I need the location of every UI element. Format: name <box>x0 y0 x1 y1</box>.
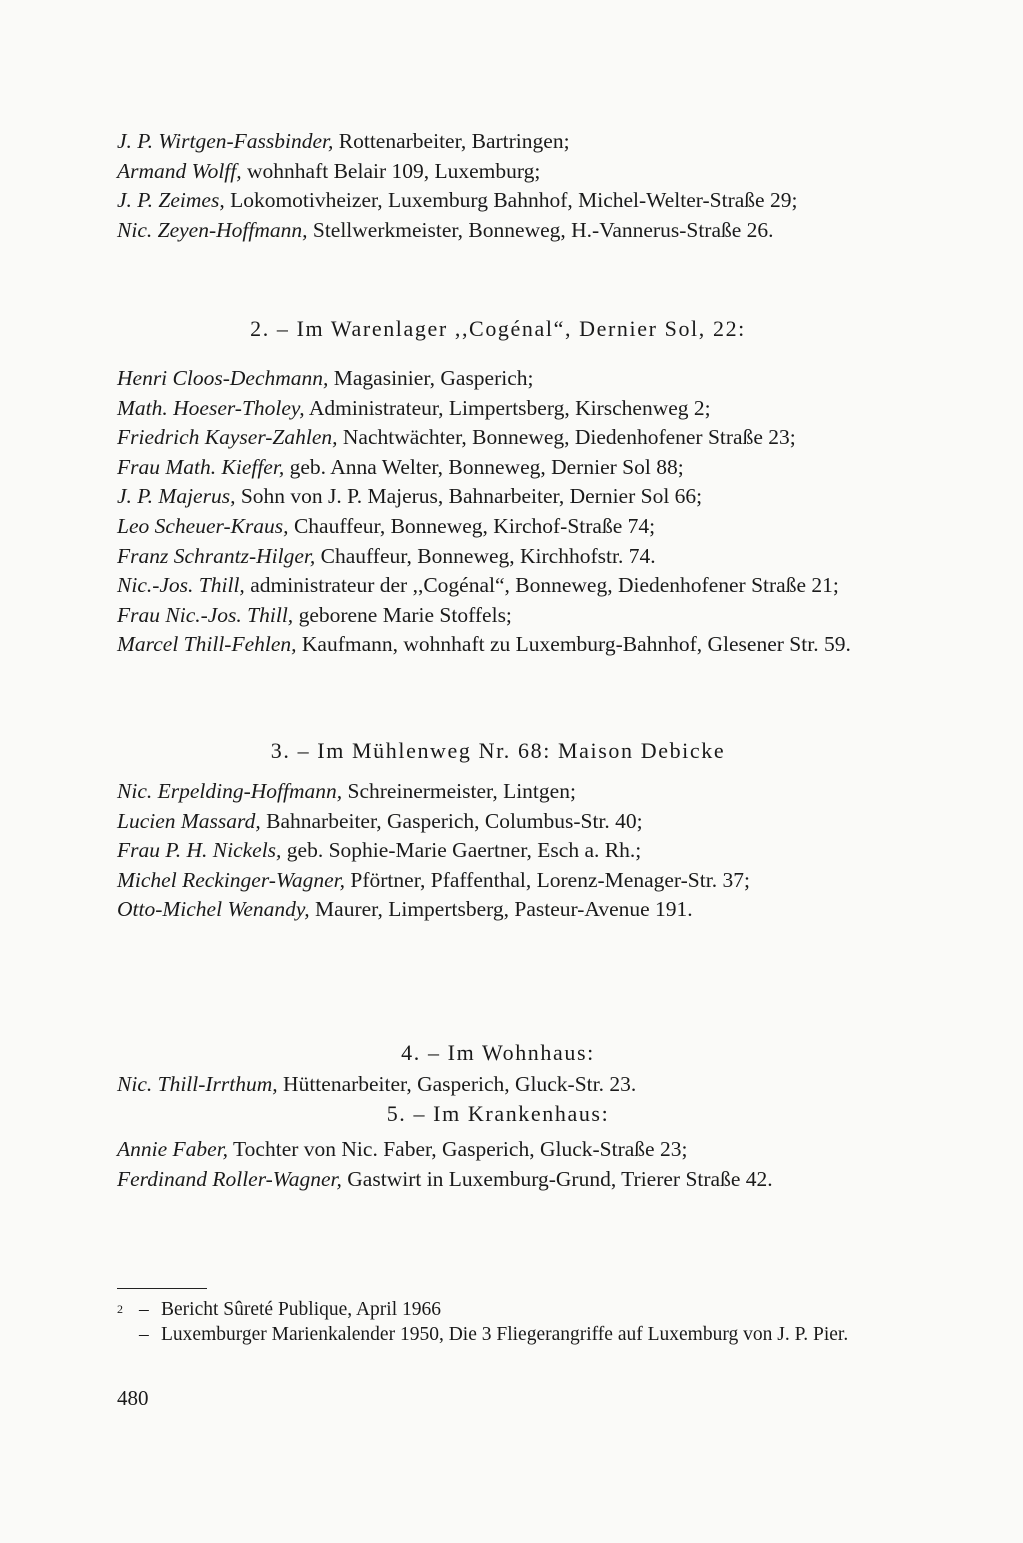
list-item <box>117 601 879 631</box>
person-name: Franz Schrantz-Hilger, <box>117 543 316 568</box>
footnote-item: Bericht Sûreté Publique, April 1966 <box>161 1299 442 1320</box>
entry-details: Bahnarbeiter, Gasperich, Columbus-Str. 40; <box>260 808 643 833</box>
section-5-list <box>117 1135 879 1194</box>
list-item <box>117 186 879 216</box>
entry-details: Kaufmann, wohnhaft zu Luxemburg-Bahnhof, Glesener Str. 59. <box>296 632 851 657</box>
person-name: Marcel Thill-Fehlen, <box>117 632 297 657</box>
list-item <box>117 423 879 453</box>
list-item <box>117 512 879 542</box>
person-name: Nic. Erpelding-Hoffmann, <box>117 779 343 803</box>
list-item <box>117 866 879 896</box>
list-item <box>117 630 879 660</box>
person-name: Annie Faber, <box>117 1137 229 1161</box>
page-number: 480 <box>117 1386 149 1410</box>
entry-details: Tochter von Nic. Faber, Gasperich, Gluck-Straße 23; <box>228 1137 688 1161</box>
section-3-list <box>117 777 879 925</box>
list-item <box>117 1165 879 1195</box>
list-item <box>117 482 879 512</box>
section-5-heading: 5. – Im Krankenhaus: <box>386 1101 610 1126</box>
entry-details: Chauffeur, Bonneweg, Kirchhofstr. 74. <box>315 543 656 568</box>
person-name: Math. Hoeser-Tholey, <box>117 395 305 420</box>
entry-details: Maurer, Limpertsberg, Pasteur-Avenue 191. <box>309 897 693 922</box>
entry-details: Pförtner, Pfaffenthal, Lorenz-Menager-Str. 37; <box>345 867 750 892</box>
entry-details: wohnhaft Belair 109, Luxemburg; <box>241 158 541 183</box>
person-name: Nic.-Jos. Thill, <box>117 573 245 598</box>
list-item <box>117 453 879 483</box>
list-item <box>117 394 879 424</box>
person-name: Otto-Michel Wenandy, <box>117 897 310 922</box>
person-name: Henri Cloos-Dechmann, <box>117 366 329 390</box>
entry-details: Schreinermeister, Lintgen; <box>342 779 576 803</box>
section-4-heading: 4. – Im Wohnhaus: <box>401 1040 595 1065</box>
footnote-dash: – <box>139 1324 149 1345</box>
section-4-list <box>117 1070 879 1100</box>
person-name: Nic. Thill-Irrthum, <box>117 1072 278 1096</box>
entry-details: geb. Sophie-Marie Gaertner, Esch a. Rh.; <box>281 838 642 863</box>
list-item <box>117 836 879 866</box>
person-name: J. P. Majerus, <box>117 484 236 509</box>
list-item <box>117 157 879 187</box>
entry-details: Lokomotivheizer, Luxemburg Bahnhof, Michel-Welter-Straße 29; <box>224 188 798 213</box>
entry-details: geborene Marie Stoffels; <box>293 602 512 627</box>
person-name: Nic. Zeyen-Hoffmann, <box>117 217 308 242</box>
section-2-heading: 2. – Im Warenlager ,,Cogénal“, Dernier Sol, 22: <box>250 316 746 341</box>
section-1-list <box>117 127 879 245</box>
person-name: Frau Math. Kieffer, <box>117 454 285 479</box>
footnote-rule <box>117 1288 207 1289</box>
list-item <box>117 216 879 246</box>
list-item <box>117 127 879 157</box>
footnote-dash: – <box>139 1299 149 1320</box>
entry-details: administrateur der ,,Cogénal“, Bonneweg, Diedenhofener Straße 21; <box>244 573 839 598</box>
entry-details: Magasinier, Gasperich; <box>328 366 534 390</box>
list-item <box>117 807 879 837</box>
footnotes <box>117 1297 879 1347</box>
entry-details: Nachtwächter, Bonneweg, Diedenhofener Straße 23; <box>337 425 796 450</box>
entry-details: Chauffeur, Bonneweg, Kirchof-Straße 74; <box>288 513 656 538</box>
entry-details: Gastwirt in Luxemburg-Grund, Trierer Straße 42. <box>341 1166 773 1191</box>
list-item <box>117 542 879 572</box>
person-name: Frau Nic.-Jos. Thill, <box>117 602 294 627</box>
list-item <box>117 777 879 807</box>
person-name: Armand Wolff, <box>117 158 242 183</box>
section-2-list <box>117 364 879 660</box>
entry-details: Sohn von J. P. Majerus, Bahnarbeiter, Dernier Sol 66; <box>235 484 703 509</box>
list-item <box>117 571 879 601</box>
person-name: Leo Scheuer-Kraus, <box>117 513 289 538</box>
section-3-heading: 3. – Im Mühlenweg Nr. 68: Maison Debicke <box>270 738 726 763</box>
person-name: J. P. Zeimes, <box>117 188 225 213</box>
person-name: J. P. Wirtgen-Fassbinder, <box>117 129 334 153</box>
footnote-item: Luxemburger Marienkalender 1950, Die 3 Fliegerangriffe auf Luxemburg von J. P. Pier. <box>161 1324 849 1345</box>
entry-details: Stellwerkmeister, Bonneweg, H.-Vannerus-Straße 26. <box>307 217 774 242</box>
list-item <box>117 895 879 925</box>
person-name: Lucien Massard, <box>117 808 261 833</box>
list-item <box>117 364 879 394</box>
entry-details: Rottenarbeiter, Bartringen; <box>333 129 570 153</box>
entry-details: geb. Anna Welter, Bonneweg, Dernier Sol 88; <box>284 454 684 479</box>
entry-details: Administrateur, Limpertsberg, Kirschenweg 2; <box>304 395 711 420</box>
person-name: Michel Reckinger-Wagner, <box>117 867 346 892</box>
person-name: Frau P. H. Nickels, <box>117 838 282 863</box>
list-item <box>117 1135 879 1165</box>
list-item <box>117 1070 879 1100</box>
person-name: Ferdinand Roller-Wagner, <box>117 1166 342 1191</box>
person-name: Friedrich Kayser-Zahlen, <box>117 425 338 450</box>
entry-details: Hüttenarbeiter, Gasperich, Gluck-Str. 23. <box>277 1072 637 1096</box>
footnote-mark: 2 <box>117 1302 123 1316</box>
